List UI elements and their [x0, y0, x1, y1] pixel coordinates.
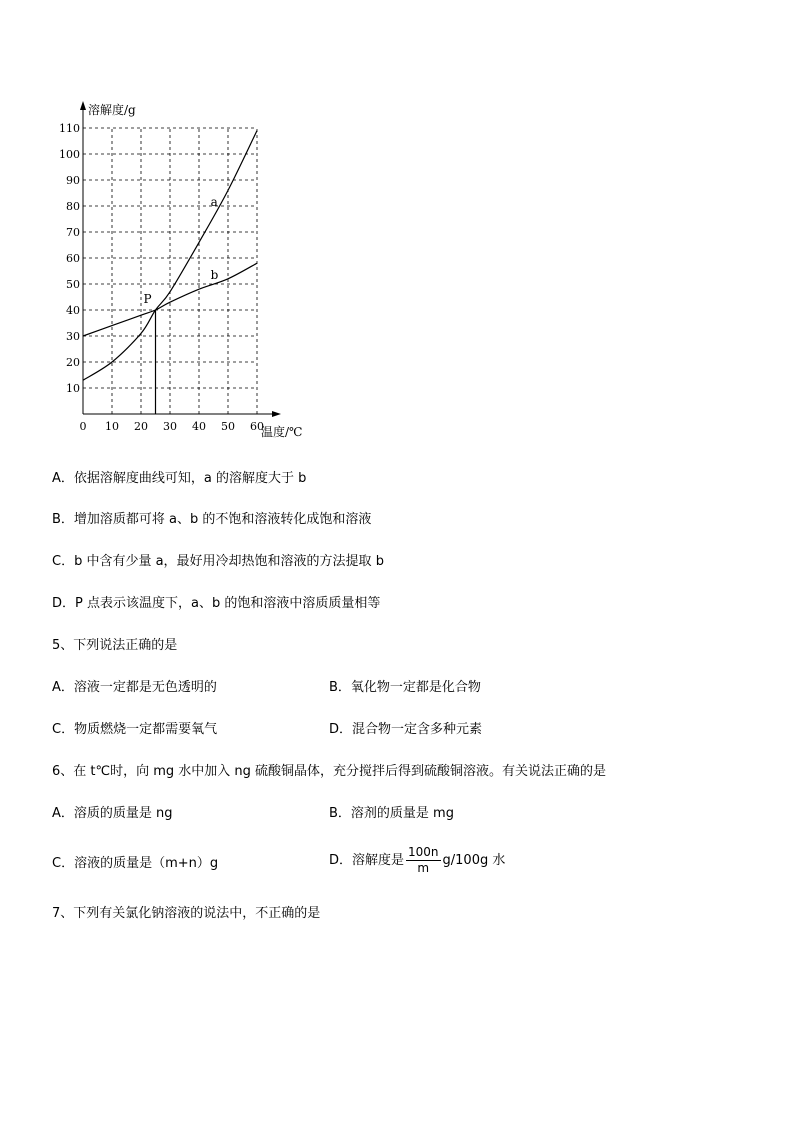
y-tick-label: 10: [66, 382, 80, 395]
q6-option-a[interactable]: A．溶质的质量是 ng: [52, 806, 173, 821]
q6-option-d[interactable]: [329, 845, 505, 876]
x-tick-label: 30: [163, 420, 177, 433]
q6-stem: 6、在 t℃时，向 mg 水中加入 ng 硫酸铜晶体，充分搅拌后得到硫酸铜溶液。有关说法正确的是: [52, 764, 607, 779]
x-tick-label: 20: [134, 420, 148, 433]
series-label-b: b: [210, 267, 219, 282]
fraction-denominator: m: [417, 861, 430, 875]
q6-option-d-suffix: g/100g 水: [442, 853, 506, 868]
y-tick-label: 70: [66, 226, 80, 239]
fraction: [406, 845, 441, 876]
q5-option-a[interactable]: A．溶液一定都是无色透明的: [52, 680, 217, 695]
y-tick-label: 90: [66, 174, 80, 187]
y-tick-label: 60: [66, 252, 80, 265]
x-tick-label: 10: [105, 420, 119, 433]
q6-option-b[interactable]: B．溶剂的质量是 mg: [329, 806, 454, 821]
q5-option-c[interactable]: C．物质燃烧一定都需要氧气: [52, 722, 218, 737]
chart-axes: [80, 101, 281, 417]
y-axis-title: 溶解度/g: [88, 103, 136, 117]
q5-stem: 5、下列说法正确的是: [52, 638, 178, 653]
x-axis-arrow: [272, 411, 281, 417]
x-tick-label: 50: [221, 420, 235, 433]
y-tick-label: 30: [66, 330, 80, 343]
q5-option-b[interactable]: B．氧化物一定都是化合物: [329, 680, 481, 695]
point-p-label: P: [143, 292, 152, 306]
y-axis-arrow: [80, 101, 86, 110]
y-tick-label: 100: [59, 148, 80, 161]
x-tick-label: 60: [250, 420, 264, 433]
q6-option-c[interactable]: C．溶液的质量是（m+n）g: [52, 856, 219, 871]
q6-option-d-prefix: D．溶解度是: [329, 853, 405, 868]
q4-option-a[interactable]: A．依据溶解度曲线可知，a 的溶解度大于 b: [52, 471, 307, 486]
q7-stem: 7、下列有关氯化钠溶液的说法中，不正确的是: [52, 906, 321, 921]
solubility-chart: [50, 98, 330, 443]
q4-option-c[interactable]: C．b 中含有少量 a，最好用冷却热饱和溶液的方法提取 b: [52, 554, 384, 569]
q5-option-d[interactable]: D．混合物一定含多种元素: [329, 722, 483, 737]
q4-option-b[interactable]: B．增加溶质都可将 a、b 的不饱和溶液转化成饱和溶液: [52, 512, 372, 527]
x-tick-label: 40: [192, 420, 206, 433]
y-tick-label: 80: [66, 200, 80, 213]
x-axis-title: 温度/℃: [261, 425, 303, 439]
q4-option-d[interactable]: D．P 点表示该温度下，a、b 的饱和溶液中溶质质量相等: [52, 596, 381, 611]
chart-tick-labels: [59, 122, 264, 433]
chart-grid: [83, 128, 257, 414]
series-label-a: a: [210, 195, 218, 209]
y-tick-label: 20: [66, 356, 80, 369]
x-tick-label: 0: [79, 420, 87, 433]
y-tick-label: 110: [59, 122, 80, 135]
fraction-numerator: 100n: [408, 845, 439, 859]
y-tick-label: 40: [66, 304, 80, 317]
y-tick-label: 50: [66, 278, 80, 291]
chart-labels: [88, 102, 302, 439]
